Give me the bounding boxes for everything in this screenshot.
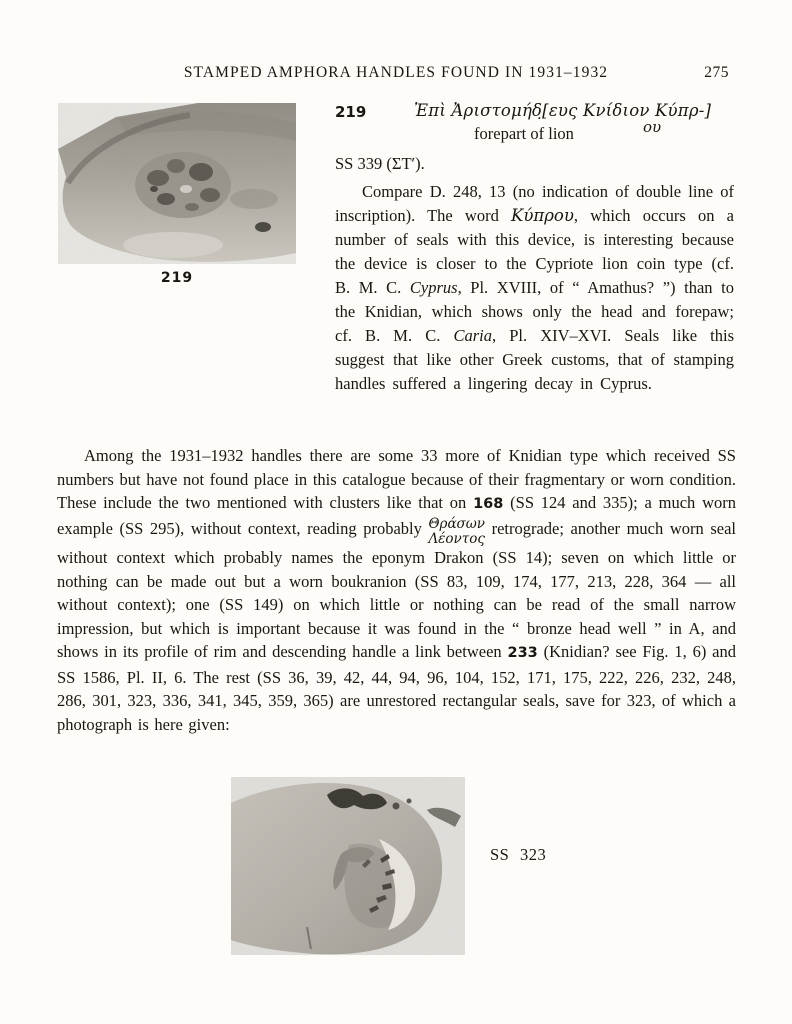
page-title: STAMPED AMPHORA HANDLES FOUND IN 1931–1932 (183, 64, 609, 81)
entry-commentary: Compare D. 248, 13 (no indication of double line of inscription). The word Κύπρου, which occurs on a number of seals with this device, is interesting because the device is closer to the Cypriote lion coin type (cf. B. M. C. Cyprus, Pl. XVIII, of “ Amathus? ”) than to the Knidian, which shows only the head and forepaw; cf. B. M. C. Caria, Pl. XIV–XVI. Seals like this suggest that like other Greek customs, that of stamping handles suffered a lingering decay in Cyprus. (335, 182, 735, 393)
amphora-handle-photo-219 (58, 103, 296, 264)
figure-ss-323-label: SS 323 (490, 845, 547, 864)
figure-219-caption: 219 (160, 270, 194, 286)
running-header (57, 64, 735, 82)
page-number: 275 (704, 64, 729, 81)
device-description (399, 118, 662, 144)
body-paragraph: Among the 1931–1932 handles there are some 33 more of Knidian type which received SS numbers but have not found place in this catalogue because of their fragmentary or worn condition. These include the two mentioned with clusters like that on 168 (SS 124 and 335); a much worn example (SS 295), without context, reading probably Θράσων Λέοντος retrograde; another much worn seal without context which probably names the eponym Drakon (SS 14); seven on which little or nothing can be made out but a worn boukranion (SS 83, 109, 174, 177, 213, 228, 364 — all without context); one (SS 149) on which little or nothing can be read of the small narrow impression, but which is important because it was found in the “ bronze head well ” in A, and shows in its profile of rim and descending handle a link between 233 (Knidian? see Fig. 1, 6) and SS 1586, Pl. II, 6. The rest (SS 36, 39, 42, 44, 94, 96, 104, 152, 171, 175, 222, 226, 232, 248, 286, 301, 323, 336, 341, 345, 359, 365) are unrestored rectangular seals, save for 323, of which a photograph is here given: (57, 446, 736, 734)
stacked-greek-names: Θράσων Λέοντος (428, 516, 485, 547)
ss-reference: SS 339 (ΣΤʹ). (335, 154, 425, 173)
device-text: forepart of lion (474, 124, 574, 143)
figure-ss-323 (231, 777, 465, 955)
catalogue-entry-219 (335, 100, 734, 396)
inscription-greek: Ἐπὶ Ἀριστομήδ̣[ευς Κνίδιον Κύπρ-] (414, 101, 712, 120)
inscription-continuation: ου (643, 118, 662, 136)
amphora-handle-photo-323 (231, 777, 465, 955)
entry-number: 219 (335, 103, 367, 121)
entry-heading (335, 100, 734, 123)
figure-219 (58, 103, 296, 286)
